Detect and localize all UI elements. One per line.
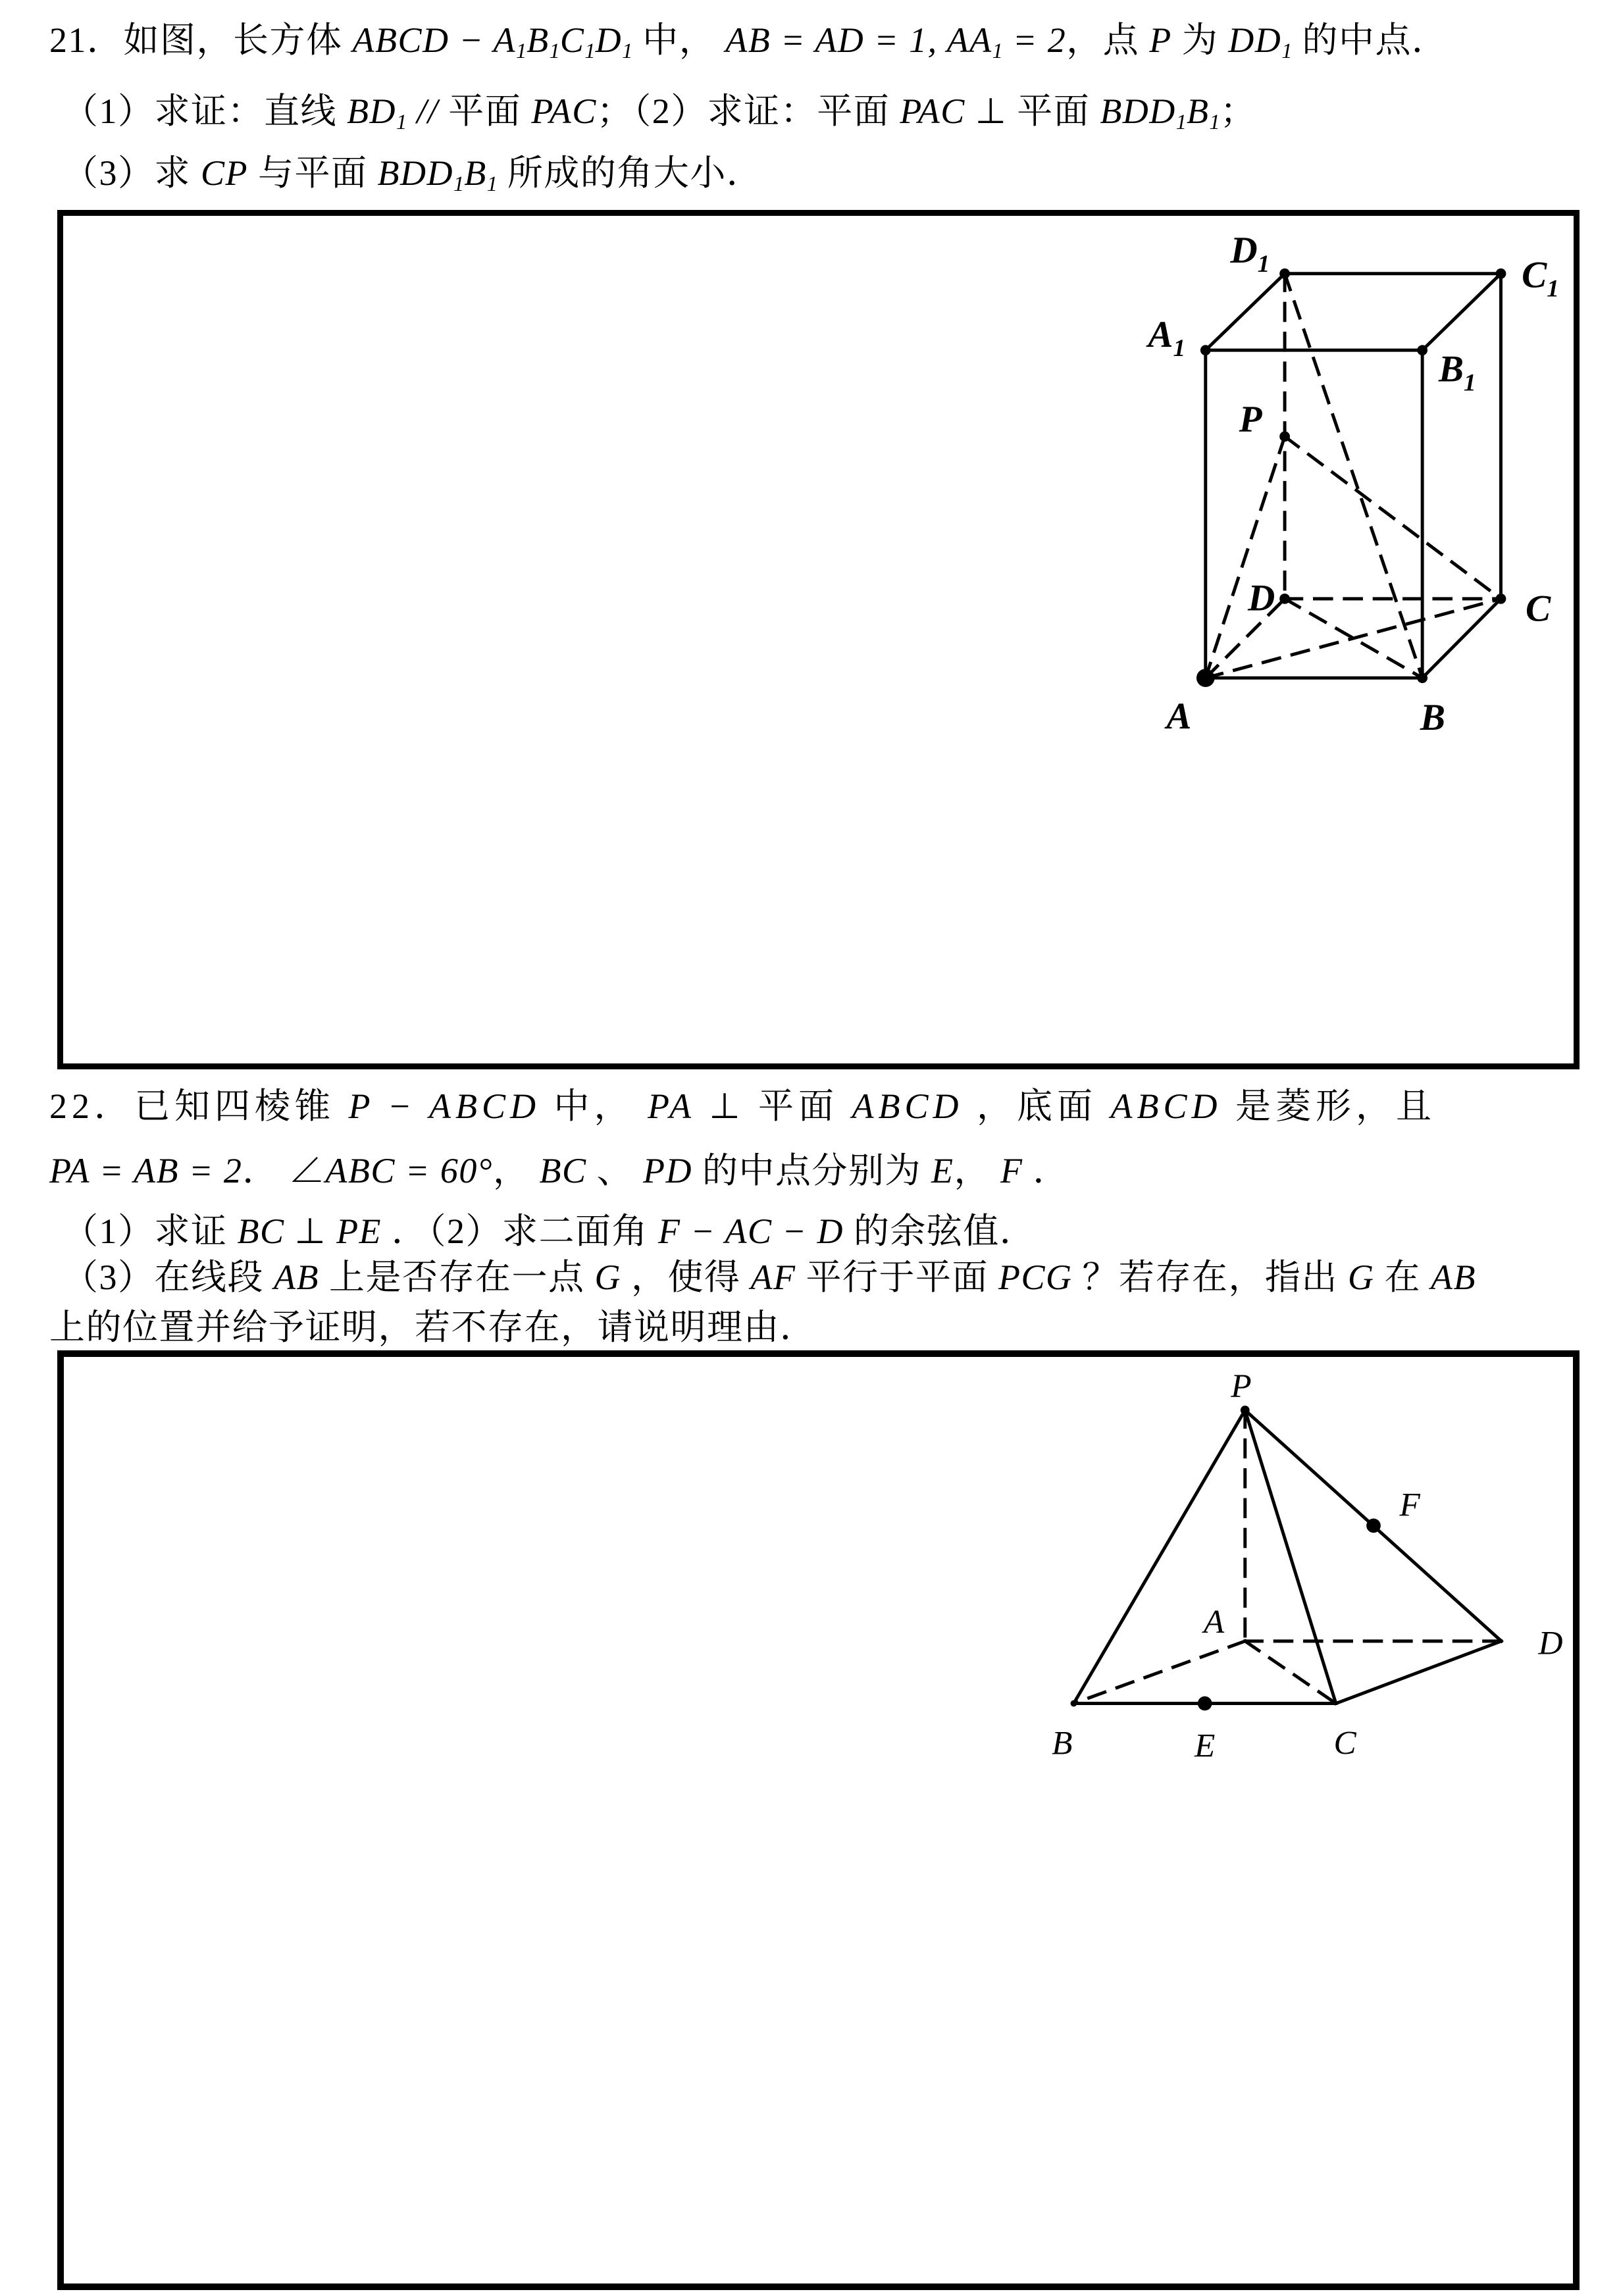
text-segment: 平行于平面 — [796, 1258, 998, 1297]
text-segment: = 2 — [1002, 20, 1067, 60]
text-segment: ⊥ 平面 — [965, 91, 1100, 131]
text-segment: ，底面 — [963, 1086, 1111, 1126]
text-segment: 1 — [992, 39, 1003, 64]
vertex-label-C: C — [1333, 1724, 1356, 1762]
problem22-part-3-continuation-line — [49, 1304, 817, 1350]
edge-P-B — [1073, 1410, 1245, 1704]
problem22-statement-line1 — [49, 1083, 1436, 1129]
problem22-statement-line2 — [49, 1148, 1069, 1194]
vertex-label-C: C — [1525, 588, 1551, 630]
text-segment: PAC — [900, 91, 965, 131]
text-segment: 22．已知四棱锥 — [49, 1086, 349, 1126]
text-segment: 中， — [540, 1086, 648, 1126]
text-segment: 在 — [1374, 1258, 1431, 1297]
text-segment: F − AC − D — [658, 1212, 844, 1251]
text-segment: 1 — [1175, 111, 1187, 135]
text-segment: （3）在线段 — [63, 1258, 274, 1297]
text-segment: ， — [954, 1151, 1000, 1190]
text-segment: 、 — [586, 1151, 643, 1190]
figure2-frame — [57, 1350, 1580, 2290]
text-segment: BC — [237, 1212, 285, 1251]
text-segment: E — [931, 1151, 954, 1190]
text-segment: P — [1149, 20, 1172, 60]
problem22-parts-1-2-line — [63, 1208, 1036, 1254]
edge-P-C — [1245, 1410, 1336, 1704]
text-segment: ？若存在，指出 — [1072, 1258, 1348, 1297]
vertex-dot-B — [1417, 673, 1427, 683]
text-segment: 1 — [549, 39, 560, 64]
text-segment: PA — [647, 1086, 696, 1126]
vertex-label-B: B — [1420, 697, 1446, 739]
text-segment: 所成的角大小． — [497, 153, 763, 193]
vertex-label-F: F — [1399, 1486, 1420, 1524]
text-segment: ⊥ — [284, 1212, 337, 1251]
vertex-label-B: B — [1052, 1724, 1073, 1762]
text-segment: F — [1000, 1151, 1023, 1190]
text-segment: ， — [492, 1151, 540, 1190]
text-segment: ⊥ 平面 — [695, 1086, 852, 1126]
text-segment: AB — [1430, 1258, 1476, 1297]
text-segment: 1 — [486, 172, 498, 197]
text-segment: 1 — [396, 111, 407, 135]
edge-B1-C1 — [1422, 274, 1501, 350]
edge-P-C-dashed — [1285, 436, 1501, 599]
text-segment: 的余弦值． — [843, 1212, 1037, 1251]
vertex-label-D1: $D_1$ — [1230, 230, 1270, 278]
text-segment: （3）求 — [63, 153, 201, 193]
figure1-prism-diagram — [63, 216, 1574, 1063]
text-segment: ，点 — [1066, 20, 1150, 60]
text-segment: P − ABCD — [348, 1086, 540, 1126]
edge-A-B-dashed — [1073, 1641, 1245, 1704]
vertex-dot-B — [1071, 1700, 1077, 1707]
text-segment: PD — [642, 1151, 692, 1190]
text-segment: 21．如图，长方体 — [49, 20, 353, 60]
figure1-frame — [57, 210, 1580, 1069]
vertex-label-A: A — [1203, 1603, 1225, 1641]
vertex-label-A: A — [1166, 696, 1192, 738]
edge-A-C-dashed — [1245, 1641, 1336, 1704]
text-segment: ； — [1220, 91, 1257, 131]
vertex-label-A1: $A_1$ — [1148, 314, 1186, 363]
text-segment: 1 — [453, 172, 465, 197]
problem22-part-3-line — [63, 1254, 1476, 1300]
text-segment: （1）求证：直线 — [63, 91, 347, 131]
text-segment: ABCD — [852, 1086, 964, 1126]
text-segment: PCG — [998, 1258, 1073, 1297]
vertex-dot-F — [1366, 1519, 1381, 1533]
text-segment: PA = AB = 2 — [49, 1151, 243, 1190]
text-segment: G — [1347, 1258, 1375, 1297]
problem21-part-3-line — [63, 150, 763, 198]
vertex-label-D: D — [1247, 577, 1275, 619]
text-segment: ABCD — [1110, 1086, 1222, 1126]
edge-B-C — [1422, 599, 1501, 678]
vertex-dot-C — [1496, 594, 1506, 604]
vertex-label-C1: $C_1$ — [1522, 254, 1559, 303]
problem21-parts-1-2-line — [63, 88, 1256, 136]
text-segment: G — [594, 1258, 621, 1297]
text-segment: 上的位置并给予证明，若不存在，请说明理由． — [49, 1308, 817, 1347]
text-segment: PE — [336, 1212, 382, 1251]
text-segment: // — [407, 91, 449, 131]
text-segment: D — [595, 20, 623, 60]
vertex-label-E: E — [1194, 1727, 1216, 1765]
vertex-dot-A — [1196, 669, 1215, 687]
text-segment: ；（2）求证：平面 — [596, 91, 900, 131]
vertex-dot-P — [1279, 431, 1290, 442]
vertex-dot-C1 — [1496, 268, 1506, 279]
text-segment: ABCD − A — [352, 20, 516, 60]
vertex-dot-P — [1241, 1406, 1250, 1415]
text-segment: 中， — [632, 20, 726, 60]
text-segment: DD — [1228, 20, 1282, 60]
text-segment: 1 — [622, 39, 633, 64]
text-segment: BDD — [377, 153, 453, 193]
text-segment: 与平面 — [248, 153, 378, 193]
text-segment: 1 — [1281, 39, 1293, 64]
text-segment: 上是否存在一点 — [319, 1258, 595, 1297]
text-segment: CP — [201, 153, 249, 193]
text-segment: BD — [347, 91, 396, 131]
text-segment: 1 — [515, 39, 527, 64]
text-segment: ． ∠ — [242, 1151, 326, 1190]
text-segment: 为 — [1171, 20, 1229, 60]
text-segment: ABC = 60° — [325, 1151, 493, 1190]
vertex-label-P: P — [1231, 1367, 1252, 1406]
text-segment: AB = AD = 1, AA — [725, 20, 992, 60]
vertex-dot-D — [1279, 594, 1290, 604]
vertex-label-D: D — [1538, 1624, 1563, 1662]
text-segment: PAC — [531, 91, 597, 131]
text-segment: 平面 — [448, 91, 532, 131]
problem21-statement-line1 — [49, 17, 1449, 65]
vertex-dot-E — [1198, 1696, 1212, 1711]
text-segment: 是菱形，且 — [1221, 1086, 1437, 1126]
vertex-dot-B1 — [1417, 345, 1427, 355]
text-segment: AF — [750, 1258, 796, 1297]
text-segment: AB — [274, 1258, 319, 1297]
text-segment: （1）求证 — [63, 1212, 238, 1251]
text-segment: B — [1187, 91, 1210, 131]
text-segment: 1 — [1209, 111, 1220, 135]
text-segment: 1 — [584, 39, 596, 64]
text-segment: 的中点． — [1292, 20, 1449, 60]
text-segment: B — [464, 153, 487, 193]
vertex-dot-D1 — [1279, 268, 1290, 279]
text-segment: B — [527, 20, 550, 60]
text-segment: ． — [1023, 1151, 1069, 1190]
vertex-label-P: P — [1239, 398, 1262, 440]
text-segment: ．（2）求二面角 — [382, 1212, 659, 1251]
edge-P-A-dashed — [1206, 436, 1285, 678]
vertex-dot-A1 — [1200, 345, 1211, 355]
text-segment: BC — [539, 1151, 587, 1190]
vertex-label-B1: $B_1$ — [1438, 348, 1476, 397]
edge-C-D — [1336, 1641, 1501, 1704]
text-segment: 的中点分别为 — [692, 1151, 931, 1190]
edge-D1-B-dashed — [1285, 274, 1422, 678]
text-segment: C — [559, 20, 585, 60]
edge-A1-D1 — [1206, 274, 1285, 350]
figure2-pyramid-diagram — [64, 1357, 1573, 2283]
text-segment: BDD — [1100, 91, 1176, 131]
text-segment: ，使得 — [621, 1258, 751, 1297]
